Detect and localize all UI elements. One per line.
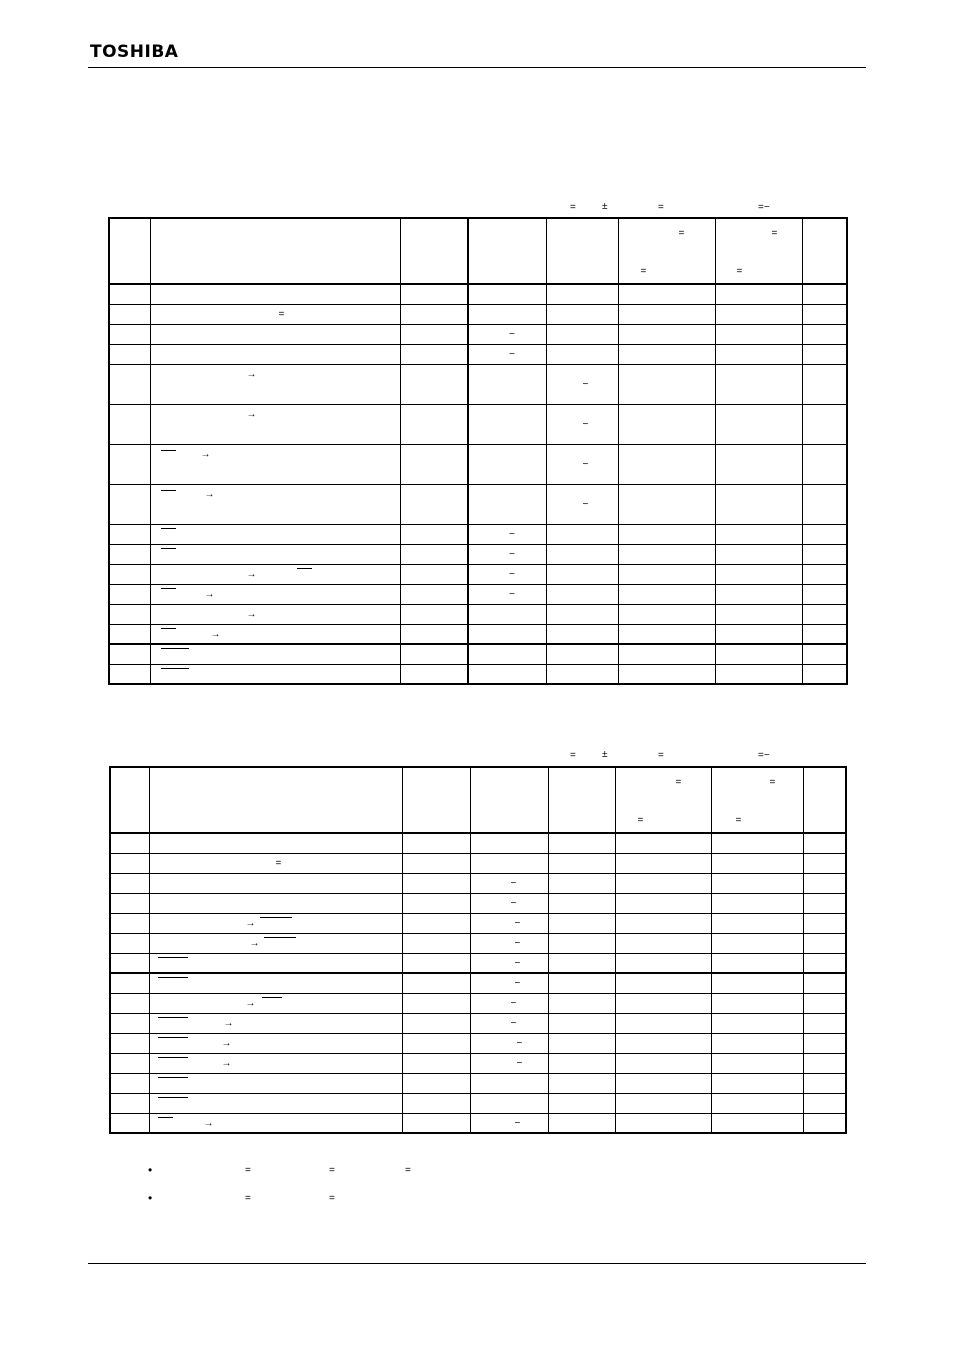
- table-row: [110, 873, 846, 893]
- header-cell: [615, 767, 711, 833]
- table-row: [110, 853, 846, 873]
- header-cell: [711, 767, 803, 833]
- note-eq: =: [329, 1193, 335, 1204]
- minus-sign: −: [514, 917, 521, 929]
- arrow-glyph: →: [245, 997, 256, 1009]
- minus-sign: −: [510, 1017, 517, 1029]
- minus-sign: −: [514, 957, 521, 969]
- overbar: [161, 648, 189, 649]
- header-cell: [546, 218, 618, 284]
- overbar: [161, 628, 176, 629]
- table-row: [109, 324, 847, 344]
- table-row: [110, 973, 846, 993]
- minus-sign: −: [510, 997, 517, 1009]
- condition-eq: =: [658, 202, 664, 213]
- minus-sign: −: [582, 418, 589, 430]
- table-row: [109, 484, 847, 524]
- arrow-glyph: →: [246, 408, 257, 420]
- overbar: [158, 1017, 188, 1018]
- table-row: [109, 544, 847, 564]
- timing-table-1: [108, 217, 848, 685]
- header-cell: [468, 218, 546, 284]
- header-cell: [400, 218, 468, 284]
- minus-sign: −: [509, 568, 515, 580]
- table-row: [109, 584, 847, 604]
- condition-pm: ±: [602, 749, 608, 760]
- table-row: [110, 1013, 846, 1033]
- minus-sign: −: [509, 528, 515, 540]
- table-row: [109, 404, 847, 444]
- table-row: [110, 1113, 846, 1133]
- eq-sign: =: [735, 815, 742, 826]
- table-row: [109, 644, 847, 664]
- table-row: [109, 364, 847, 404]
- overbar: [158, 1077, 188, 1078]
- condition-eq: =: [570, 750, 576, 761]
- minus-sign: −: [510, 877, 517, 889]
- eq-sign: =: [678, 228, 685, 239]
- table-row: [110, 1033, 846, 1053]
- table-row: [109, 564, 847, 584]
- table-row: [109, 624, 847, 644]
- table-row: [109, 344, 847, 364]
- header-cell: [402, 767, 470, 833]
- eq-sign: =: [640, 266, 647, 277]
- overbar: [158, 1037, 188, 1038]
- note-bullet: •: [148, 1163, 153, 1177]
- arrow-glyph: →: [203, 1117, 214, 1129]
- minus-sign: −: [510, 897, 517, 909]
- table-row: [110, 893, 846, 913]
- arrow-glyph: →: [204, 588, 215, 600]
- table-row: [109, 284, 847, 304]
- table-row: [110, 1093, 846, 1113]
- table-row: [109, 304, 847, 324]
- condition-pm: ±: [602, 201, 608, 212]
- minus-sign: −: [509, 348, 515, 360]
- header-cell: [150, 218, 400, 284]
- header-cell: [803, 767, 846, 833]
- arrow-glyph: →: [246, 368, 257, 380]
- header-cell: [109, 218, 150, 284]
- eq-sign: =: [769, 777, 776, 788]
- eq-sign: =: [637, 815, 644, 826]
- arrow-glyph: →: [221, 1057, 232, 1069]
- arrow-glyph: →: [245, 917, 256, 929]
- minus-sign: −: [509, 548, 515, 560]
- minus-sign: −: [516, 1037, 523, 1049]
- minus-sign: −: [582, 378, 589, 390]
- minus-sign: −: [514, 1117, 521, 1129]
- overbar: [161, 548, 176, 549]
- eq-sign: =: [278, 308, 285, 320]
- note-bullet: •: [148, 1191, 153, 1205]
- header-rule: [88, 67, 866, 68]
- table-header-row: [110, 767, 846, 833]
- eq-sign: =: [736, 266, 743, 277]
- header-cell: [548, 767, 615, 833]
- overbar: [158, 1057, 188, 1058]
- condition-eq-minus: =−: [758, 750, 770, 761]
- eq-sign: =: [771, 228, 778, 239]
- table-row: [110, 833, 846, 853]
- header-cell: [110, 767, 149, 833]
- arrow-glyph: →: [210, 628, 221, 640]
- overbar: [161, 490, 176, 491]
- header-cell: [470, 767, 548, 833]
- table-row: [110, 1053, 846, 1073]
- header-cell: [618, 218, 715, 284]
- arrow-glyph: →: [221, 1037, 232, 1049]
- table-row: [110, 913, 846, 933]
- table-row: [110, 993, 846, 1013]
- overbar: [161, 528, 176, 529]
- table-row: [109, 444, 847, 484]
- eq-sign: =: [675, 777, 682, 788]
- table-row: [109, 604, 847, 624]
- overbar: [260, 917, 292, 918]
- minus-sign: −: [516, 1057, 523, 1069]
- table-row: [109, 524, 847, 544]
- overbar: [161, 668, 189, 669]
- condition-eq: =: [658, 750, 664, 761]
- condition-eq: =: [570, 202, 576, 213]
- eq-sign: =: [275, 857, 282, 869]
- toshiba-logo: TOSHIBA: [90, 42, 179, 62]
- minus-sign: −: [582, 458, 589, 470]
- minus-sign: −: [509, 328, 515, 340]
- note-eq: =: [245, 1165, 251, 1176]
- arrow-glyph: →: [223, 1017, 234, 1029]
- table-row: [109, 664, 847, 684]
- header-cell: [802, 218, 847, 284]
- overbar: [158, 1117, 173, 1118]
- table-header-row: [109, 218, 847, 284]
- arrow-glyph: →: [246, 568, 257, 580]
- note-eq: =: [329, 1165, 335, 1176]
- overbar: [158, 957, 188, 958]
- header-cell: [149, 767, 402, 833]
- table-row: [110, 1073, 846, 1093]
- minus-sign: −: [514, 937, 521, 949]
- overbar: [158, 977, 188, 978]
- table-row: [110, 953, 846, 973]
- overbar: [161, 588, 176, 589]
- overbar: [297, 568, 312, 569]
- overbar: [158, 1097, 188, 1098]
- footer-rule: [88, 1263, 866, 1264]
- overbar: [264, 937, 296, 938]
- arrow-glyph: →: [249, 937, 260, 949]
- minus-sign: −: [514, 978, 521, 989]
- header-cell: [715, 218, 802, 284]
- table-row: [110, 933, 846, 953]
- condition-eq-minus: =−: [758, 202, 770, 213]
- minus-sign: −: [582, 498, 589, 510]
- note-eq: =: [245, 1193, 251, 1204]
- timing-table-2: [109, 766, 847, 1134]
- arrow-glyph: →: [246, 608, 257, 620]
- overbar: [262, 997, 282, 998]
- arrow-glyph: →: [204, 488, 215, 500]
- overbar: [161, 450, 176, 451]
- note-eq: =: [405, 1165, 411, 1176]
- minus-sign: −: [509, 588, 515, 600]
- arrow-glyph: →: [200, 448, 211, 460]
